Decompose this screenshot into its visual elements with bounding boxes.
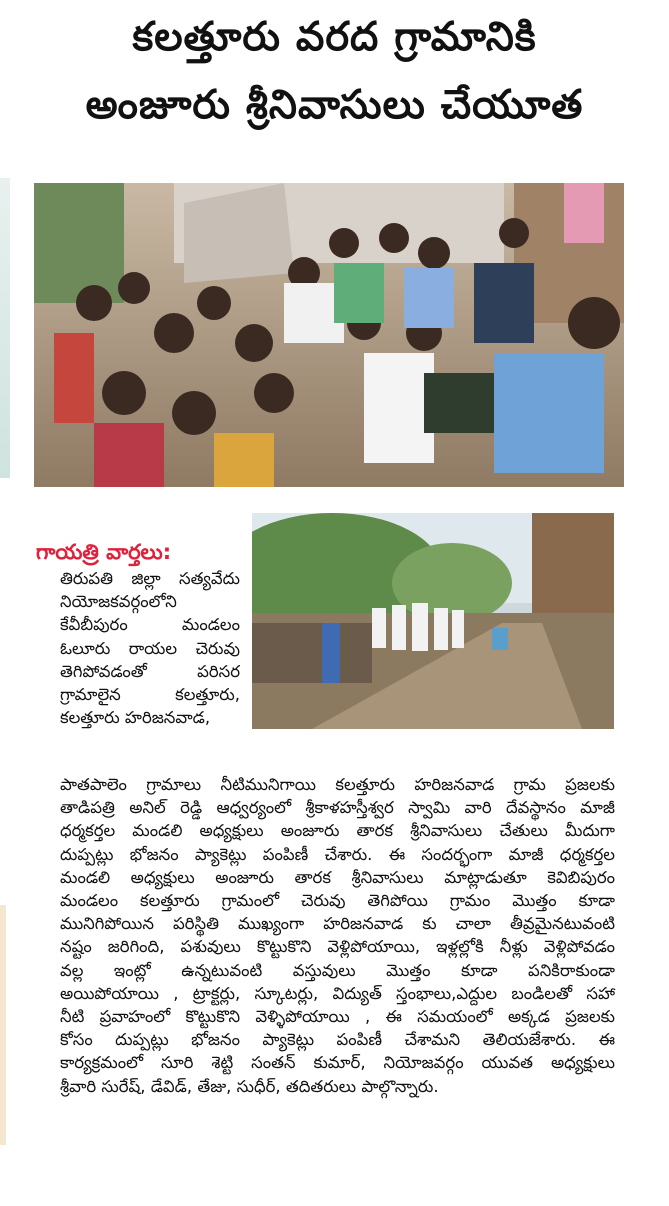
article-line: కేవీబీపురం మండలం — [60, 615, 240, 635]
article-line: మండలి అధ్యక్షులు అంజూరు తారక శ్రీనివాసులు మాట్లాడుతూ కెవిబిపురం — [60, 867, 615, 887]
article-column-wide — [60, 773, 615, 1098]
article-line: ఓలూరు రాయల చెరువు — [60, 638, 240, 658]
article-line: తిరుపతి జిల్లా సత్యవేదు — [60, 569, 240, 588]
headline-line-1: కలత్తూరు వరద గ్రామానికి — [132, 14, 537, 60]
article-line: తెగిపోవడంతో పరిసర — [60, 661, 240, 681]
article-line: మండలం కలత్తూరు గ్రామంలో చెరువు తెగిపోయి గ్రామం మొత్తం కూడా — [60, 891, 615, 911]
article-line: కలత్తూరు హరిజనవాడ, — [60, 708, 211, 728]
article-line: నీటి ప్రవాహంలో కొట్టుకొని వెళ్ళిపోయాయి , ఈ సమయంలో అక్కడ ప్రజలకు — [60, 1007, 615, 1027]
relief-distribution-photo — [34, 183, 624, 487]
article-line: ధర్మకర్తల మండలి అధ్యక్షులు అంజూరు తారక శ్రీనివాసులు చేతులు మీదుగా — [60, 821, 615, 841]
article-column-narrow — [60, 567, 240, 729]
headline-line-2: అంజూరు శ్రీనివాసులు చేయూత — [85, 82, 584, 128]
article-line: అయిపోయాయి , ట్రాక్టర్లు, స్కూటర్లు, విద్యుత్ స్తంభాలు,ఎద్దుల బండిలతో సహా — [60, 983, 615, 1003]
article-line: మునిగిపోయిన పరిస్థితి ముఖ్యంగా హరిజనవాడ కు చాలా తీవ్రమైనటువంటి — [60, 914, 615, 934]
article-line: శ్రీవారి సురేష్, డేవిడ్, తేజు, సుధీర్, తదితరులు పాల్గొన్నారు. — [60, 1076, 439, 1096]
article-line: వల్ల ఇంట్లో ఉన్నటువంటి వస్తువులు మొత్తం కూడా పనికిరాకుండా — [60, 960, 615, 980]
article-line: కోసం దుప్పట్లు భోజనం ప్యాకెట్లు పంపిణీ చేశామని తెలియజేశారు. ఈ — [60, 1030, 615, 1050]
flooded-street-photo — [252, 513, 614, 729]
article-line: పాతపాలెం గ్రామాలు నీటిమునిగాయి కలత్తూరు హరిజనవాడ గ్రామ ప్రజలకు — [60, 775, 615, 794]
article-line: నియోజకవర్గంలోని — [60, 592, 177, 612]
article-line: తాడిపత్రి అనిల్ రెడ్డి ఆధ్వర్యంలో శ్రీకాళహస్తీశ్వర స్వామి వారి దేవస్థానం మాజీ — [60, 798, 615, 818]
dateline: గాయత్రి వార్తలు: — [36, 540, 172, 564]
adjacent-clipping-edge — [0, 178, 10, 478]
article-line: దుప్పట్లు భోజనం ప్యాకెట్లు పంపిణీ చేశారు. ఈ సందర్భంగా మాజీ ధర్మకర్తల — [60, 844, 615, 864]
article-line: నష్టం జరిగింది, పశువులు కొట్టుకొని వెళ్లిపోయాయి, ఇళ్లల్లోకి నీళ్లు వెళ్లిపోవడం — [60, 937, 615, 957]
article-line: కార్యక్రమంలో సూరి శెట్టి సంతన్ కుమార్, నియోజవర్గం యువత అధ్యక్షులు — [60, 1053, 615, 1073]
article-line: గ్రామాలైన కలత్తూరు, — [60, 685, 240, 705]
adjacent-clipping-edge-lower — [0, 905, 6, 1145]
